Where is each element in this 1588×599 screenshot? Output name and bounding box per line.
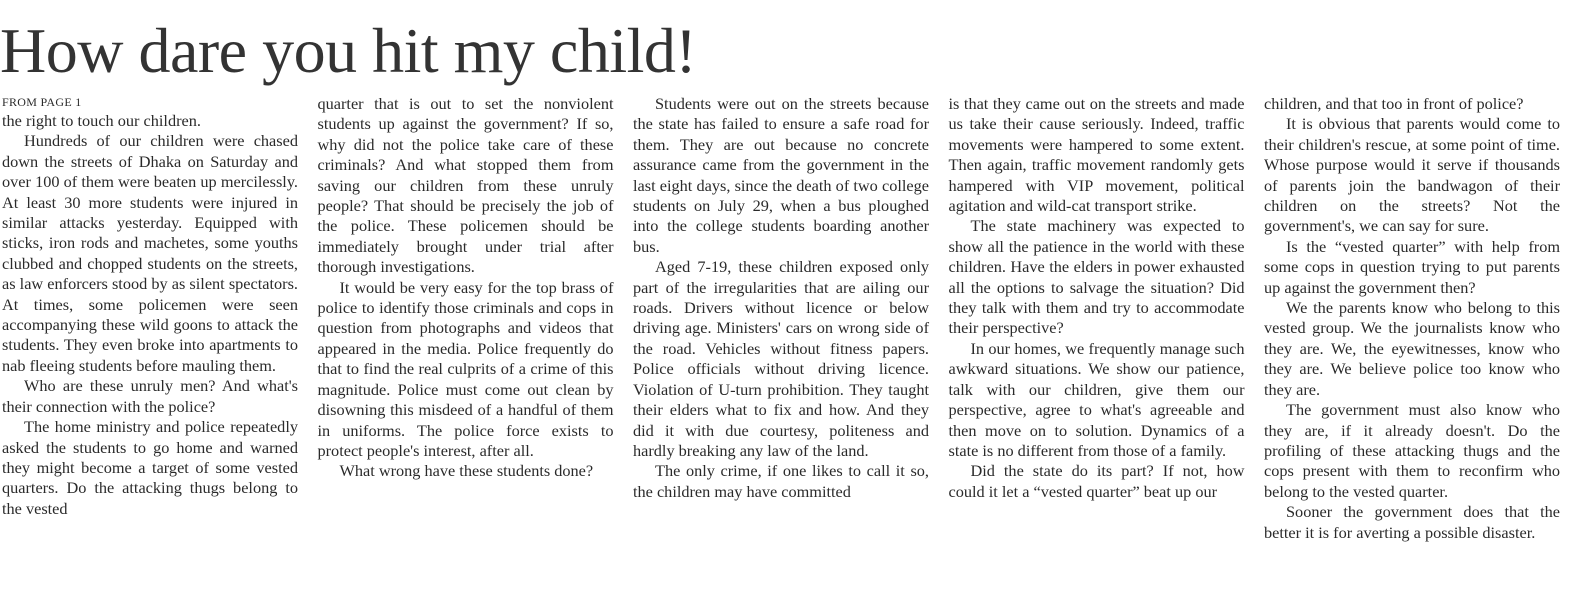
paragraph: Hundreds of our children were chased down the streets of Dhaka on Saturday and over 100 of them were beaten up mercilessly. At least 30 more students were injured in similar attacks yesterday. Equipped with sticks, iron rods and machetes, some youths clubbed and chopped students on the streets, as law enforcers stood by as silent spectators. At times, some policemen were seen accompanying these wild goons to attack the students. They even broke into apartments to nab fleeing students before mauling them. xyxy=(2,131,298,375)
paragraph: Who are these unruly men? And what's their connection with the police? xyxy=(2,376,298,416)
paragraph: the right to touch our children. xyxy=(2,111,201,130)
paragraph: Sooner the government does that the better it is for averting a possible disaster. xyxy=(1264,502,1560,542)
article-columns xyxy=(2,94,1560,543)
paragraph: We the parents know who belong to this vested group. We the journalists know who they are. We, the eyewitnesses, know who they are. We believe police too know who they are. xyxy=(1264,298,1560,399)
article-column-3 xyxy=(633,94,929,543)
paragraph: The only crime, if one likes to call it so, the children may have committed xyxy=(633,461,929,501)
article-column-5 xyxy=(1264,94,1560,543)
paragraph: is that they came out on the streets and made us take their cause seriously. Indeed, traffic movements were hampered to some extent. Then again, traffic movement randomly gets hampered with VIP movement, political agitation and wild-cat transport strike. xyxy=(948,94,1245,216)
paragraph: The state machinery was expected to show all the patience in the world with these children. Have the elders in power exhausted all the options to salvage the situation? Did they talk with them and try to accommodate their perspective? xyxy=(948,216,1245,338)
headline: How dare you hit my child! xyxy=(0,15,697,86)
paragraph: quarter that is out to set the nonviolent students up against the government? If so, why did not the police take care of these criminals? And what stopped them from saving our children from these unruly people? That should be precisely the job of the police. These policemen should be immediately brought under trial after thorough investigations. xyxy=(317,94,614,277)
paragraph: Did the state do its part? If not, how could it let a “vested quarter” beat up our xyxy=(948,461,1245,501)
paragraph: Is the “vested quarter” with help from some cops in question trying to put parents up against the government then? xyxy=(1264,236,1560,297)
paragraph: It would be very easy for the top brass of police to identify those criminals and cops in question from photographs and videos that appeared in the media. Police frequently do that to find the real culprits of a crime of this magnitude. Police must come out clean by disowning this misdeed of a handful of them in uniforms. The police force exists to protect people's interest, after all. xyxy=(317,277,614,460)
paragraph: The home ministry and police repeatedly asked the students to go home and warned they might become a target of some vested quarters. Do the attacking thugs belong to the vested xyxy=(2,417,298,518)
paragraph: children, and that too in front of police? xyxy=(1264,94,1524,113)
paragraph: Students were out on the streets because the state has failed to ensure a safe road for them. They are out because no concrete assurance came from the government in the last eight days, since the death of two college students on July 29, when a bus ploughed into the college students boarding another bus. xyxy=(633,94,929,256)
article-column-4 xyxy=(949,94,1245,543)
paragraph: In our homes, we frequently manage such awkward situations. We show our patience, talk with our children, give them our perspective, agree to what's agreeable and then move on to solution. Dynamics of a state is no different from those of a family. xyxy=(948,338,1245,460)
paragraph: It is obvious that parents would come to their children's rescue, at some point of time. Whose purpose would it serve if thousands of parents join the bandwagon of their children on the streets? Not the government's, we can say for sure. xyxy=(1264,114,1560,236)
continued-from-label: FROM PAGE 1 xyxy=(2,95,82,109)
paragraph: The government must also know who they are, if it already doesn't. Do the profiling of these attacking thugs and the cops present with them to reconfirm who belong to the vested quarter. xyxy=(1264,400,1560,501)
article-column-1 xyxy=(2,94,298,543)
paragraph: Aged 7-19, these children exposed only part of the irregularities that are ailing our roads. Drivers without licence or below driving age. Ministers' cars on wrong side of the road. Vehicles without fitness papers. Police officials without driving licence. Violation of U-turn prohibition. They taught their elders what to fix and how. And they did it with due courtesy, politeness and hardly breaking any law of the land. xyxy=(633,257,929,460)
article-column-2 xyxy=(318,94,614,543)
paragraph: What wrong have these students done? xyxy=(339,461,594,481)
